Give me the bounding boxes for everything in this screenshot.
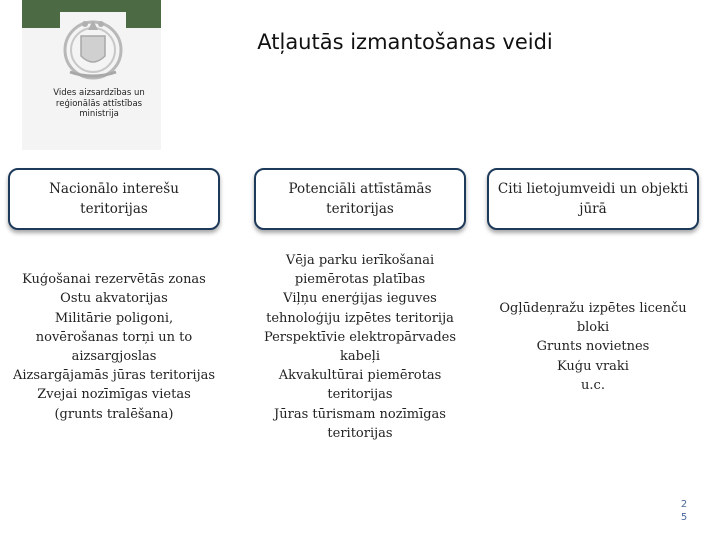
ministry-name-line: Vides aizsardzības un [53,88,145,98]
column-items-national-interest [8,240,220,454]
list-item: Zvejai nozīmīgas vietas (grunts tralēšana) [37,387,191,422]
list-item: Aizsargājamās jūras teritorijas [12,368,216,384]
column-heading-national-interest [8,168,220,230]
column-heading-text: Potenciāli attīstāmās teritorijas [288,181,432,217]
ministry-name-line: reģionālās attīstības [55,98,143,109]
ministry-name-line: ministrija [79,109,119,119]
list-item: Vēja parku ierīkošanai piemērotas platības [285,252,435,288]
list-item: Grunts novietnes [536,339,650,355]
list-item: Ostu akvatorijas [60,291,168,307]
coat-of-arms-icon [60,12,126,82]
column-heading-other-uses [487,168,699,230]
list-item: Militārie poligoni, novērošanas torņi un to aizsargjoslas [35,310,193,364]
list-item: Kuģu vraki [557,358,629,374]
column-items-potential-development [254,240,466,454]
column-heading-text: Nacionālo interešu teritorijas [49,181,179,217]
list-item: Jūras tūrismam nozīmīgas teritorijas [274,406,446,441]
ministry-logo [22,0,161,150]
column-heading-text: Citi lietojumveidi un objekti jūrā [497,181,689,217]
column-items-other-uses [487,240,699,454]
list-item: Kuģošanai rezervētās zonas [22,272,206,288]
list-item: Viļņu enerģijas ieguves tehnoloģiju izpētes teritorija [266,291,454,326]
list-item: u.c. [581,377,605,393]
page-number: 2 5 [680,499,688,523]
list-item: Akvakultūrai piemērotas teritorijas [278,368,442,403]
list-item: Ogļūdeņražu izpētes licenču bloki [499,300,687,336]
slide-title: Atļautās izmantošanas veidi [257,30,553,54]
list-item: Perspektīvie elektropārvades kabeļi [263,329,457,364]
column-heading-potential-development [254,168,466,230]
ministry-name [44,88,154,120]
